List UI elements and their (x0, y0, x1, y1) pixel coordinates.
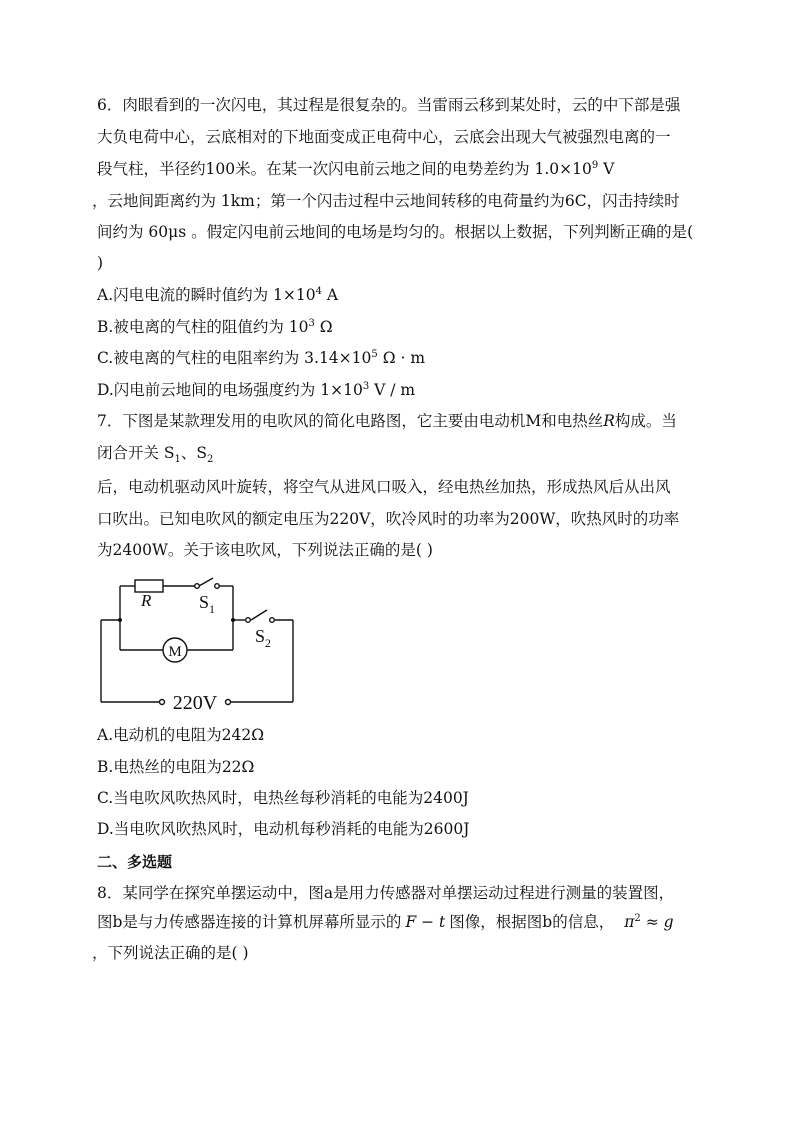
circuit-diagram (95, 572, 315, 717)
q6-stem-line-3-text: 段气柱，半径约100米。在某一次闪电前云地之间的电势差约为 1.0×10 (97, 160, 592, 178)
q6-option-c-text: C.被电离的气柱的电阻率约为 3.14×10 (97, 349, 372, 367)
switch2-label-letter: S (255, 626, 266, 646)
q8-stem-line-1: 8．某同学在探究单摆运动中，图a是用力传感器对单摆运动过程进行测量的装置图， (97, 884, 675, 902)
q8-formula: F − t (405, 913, 446, 931)
q6-option-c-exp: 5 (371, 348, 378, 360)
section-heading: 二、多选题 (97, 853, 173, 871)
q6-option-c (97, 348, 426, 367)
q6-unit: V (598, 160, 615, 178)
q7-stem-line-1-end: 构成。当 (614, 412, 677, 430)
junction-dot-right (231, 618, 235, 622)
q7-option-a: A.电动机的电阻为242Ω (97, 726, 265, 744)
terminal-right (226, 700, 231, 705)
resistor-label: R (141, 591, 152, 610)
q6-option-a-unit: A (322, 286, 339, 304)
terminal-left (160, 700, 165, 705)
q6-option-d-exp: 3 (362, 380, 370, 392)
q8-stem-line-3: ，下列说法正确的是( ) (92, 944, 249, 962)
q6-option-b (97, 317, 333, 336)
q6-option-d-text: D.闪电前云地间的电场强度约为 1×10 (97, 381, 363, 399)
q8-approx: ≈ g (640, 913, 674, 931)
switch2-label (255, 626, 271, 650)
switch1-blade (199, 578, 213, 586)
q7-stem-line-3: 后，电动机驱动风叶旋转，将空气从进风口吸入，经电热丝加热，形成热风后从出风 (97, 478, 671, 496)
q6-option-a-exp: 4 (315, 285, 322, 297)
q6-exponent: 9 (591, 159, 599, 171)
q7-option-c: C.当电吹风吹热风时，电热丝每秒消耗的电能为2400J (97, 789, 469, 807)
q6-option-a (97, 285, 339, 304)
q7-stem-line-2-mid: 、S (180, 444, 208, 462)
q7-option-d: D.当电吹风吹热风时，电动机每秒消耗的电能为2600J (97, 820, 470, 838)
junction-dot-left (118, 618, 122, 622)
q7-stem-line-4: 口吹出。已知电吹风的额定电压为220V，吹冷风时的功率为200W，吹热风时的功率 (97, 510, 680, 528)
q7-stem-line-2-text: 闭合开关 S (97, 444, 175, 462)
q6-option-a-text: A.闪电电流的瞬时值约为 1×10 (97, 286, 316, 304)
switch2-label-sub: 2 (265, 636, 272, 650)
q8-stem-line-2-mid: 图像，根据图b的信息， (449, 913, 615, 931)
q7-resistor-symbol: R (603, 412, 615, 430)
q8-stem-line-2-text: 图b是与力传感器连接的计算机屏幕所显示的 (97, 913, 402, 931)
q6-stem-line-6: ) (97, 254, 104, 272)
q7-stem-line-1 (97, 414, 677, 430)
q8-stem-line-2 (97, 912, 674, 931)
q6-stem-line-1: 6．肉眼看到的一次闪电，其过程是很复杂的。当雷雨云移到某处时，云的中下部是强 (97, 96, 681, 114)
q6-option-b-unit: Ω (314, 318, 333, 336)
voltage-label: 220V (172, 692, 218, 714)
switch1-contact-right (215, 584, 220, 589)
q6-stem-line-5: 间约为 60μs 。假定闪电前云地间的电场是均匀的。根据以上数据，下列判断正确的是( (97, 223, 694, 241)
switch1-label-sub: 1 (209, 602, 216, 616)
q6-option-b-text: B.被电离的气柱的阻值约为 10 (97, 318, 309, 336)
q7-switch1-sub: 1 (174, 454, 181, 466)
switch2-contact-right (270, 618, 275, 623)
q7-switch2-sub: 2 (207, 454, 214, 466)
q8-pi-exp: 2 (634, 912, 641, 924)
q6-stem-line-4: ，云地间距离约为 1km；第一个闪击过程中云地间转移的电荷量约为6C，闪击持续时 (92, 192, 680, 210)
switch2-blade (251, 610, 267, 620)
motor-label: M (168, 644, 182, 660)
q6-option-c-unit: Ω · m (377, 349, 426, 367)
switch1-label (199, 592, 215, 616)
q6-stem-line-3 (97, 159, 615, 178)
switch2-contact-left (246, 618, 251, 623)
q6-option-d (97, 380, 416, 399)
switch1-contact-left (195, 584, 200, 589)
q6-option-d-unit: V / m (369, 381, 416, 399)
q6-stem-line-2: 大负电荷中心，云底相对的下地面变成正电荷中心，云底会出现大气被强烈电离的一 (97, 128, 671, 146)
q6-option-b-exp: 3 (308, 317, 315, 329)
q7-stem-line-1-text: 7．下图是某款理发用的电吹风的简化电路图，它主要由电动机M和电热丝 (97, 412, 604, 430)
q7-option-b: B.电热丝的电阻为22Ω (97, 758, 255, 776)
q7-stem-line-2 (97, 444, 214, 466)
switch1-label-letter: S (199, 592, 210, 612)
q8-pi: π (624, 913, 635, 931)
q7-stem-line-5: 为2400W。关于该电吹风，下列说法正确的是( ) (97, 541, 433, 559)
